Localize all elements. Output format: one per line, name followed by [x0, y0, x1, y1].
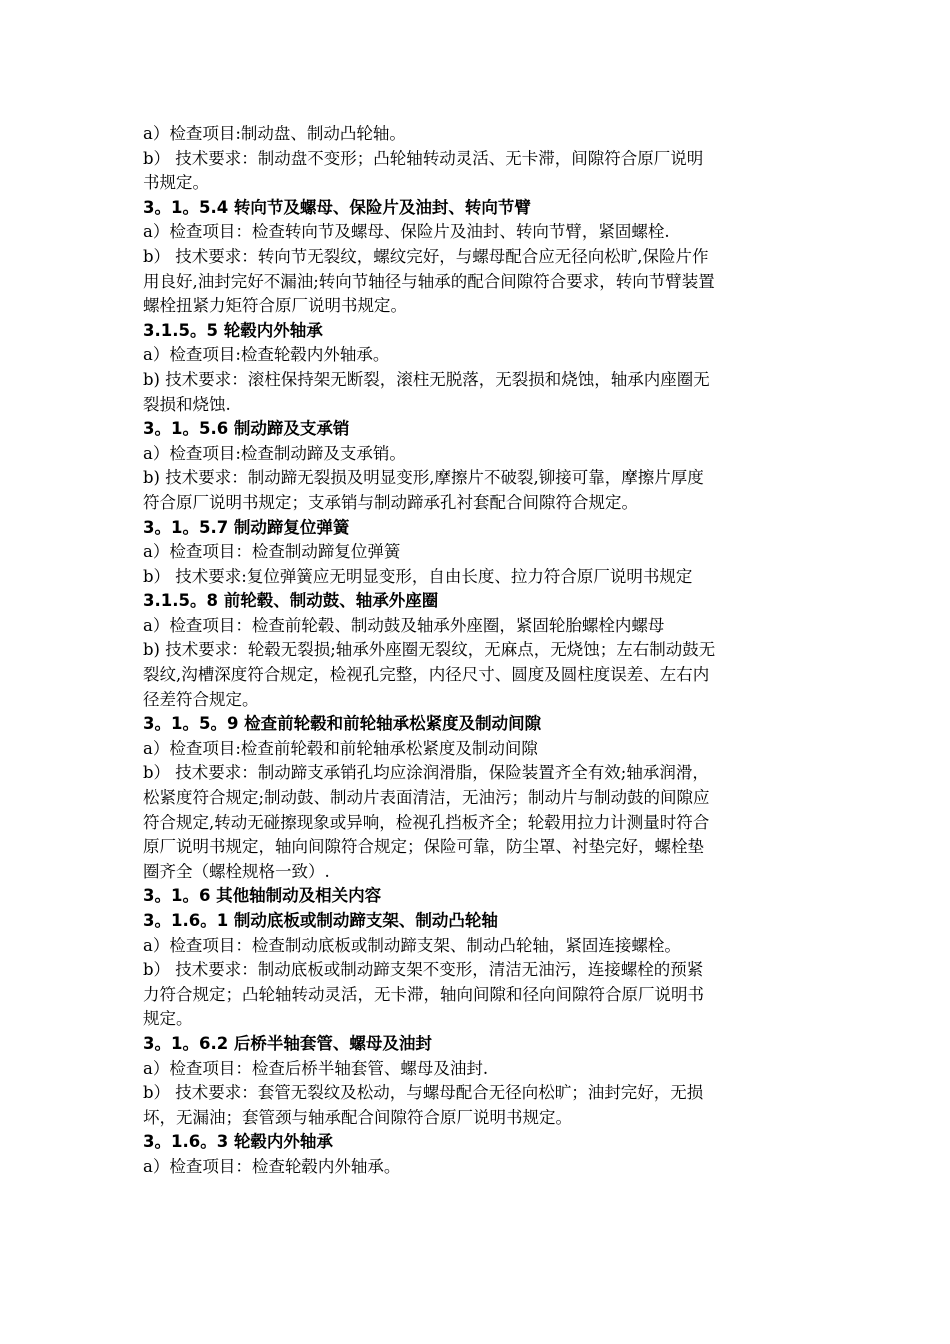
- text-line: 径差符合规定。: [143, 689, 259, 709]
- text-line: b) 技术要求：轮毂无裂损;轴承外座圈无裂纹，无麻点，无烧蚀；左右制动鼓无: [143, 640, 716, 660]
- text-line: 松紧度符合规定;制动鼓、制动片表面清洁，无油污；制动片与制动鼓的间隙应: [143, 788, 710, 808]
- section-heading: 3。1.6。3 轮毂内外轴承: [143, 1132, 333, 1152]
- text-line: a）检查项目:制动盘、制动凸轮轴。: [143, 124, 406, 143]
- text-line: a）检查项目:检查制动蹄及支承销。: [143, 443, 406, 463]
- text-line: a）检查项目：检查前轮毂、制动鼓及轴承外座圈，紧固轮胎螺栓内螺母: [143, 615, 665, 635]
- text-line: 力符合规定；凸轮轴转动灵活，无卡滞，轴向间隙和径向间隙符合原厂说明书: [143, 984, 704, 1004]
- text-line: 规定。: [143, 1009, 193, 1029]
- section-heading: 3。1。6 其他轴制动及相关内容: [143, 886, 382, 906]
- text-line: b） 技术要求：转向节无裂纹，螺纹完好，与螺母配合应无径向松旷,保险片作: [143, 246, 709, 266]
- section-heading: 3.1.5。8 前轮毂、制动鼓、轴承外座圈: [143, 591, 439, 611]
- text-line: 书规定。: [143, 173, 209, 193]
- text-line: 裂纹,沟槽深度符合规定，检视孔完整，内径尺寸、圆度及圆柱度误差、左右内: [143, 665, 710, 685]
- text-line: a）检查项目:检查轮毂内外轴承。: [143, 345, 390, 365]
- text-line: b） 技术要求：制动底板或制动蹄支架不变形，清洁无油污，连接螺栓的预紧: [143, 960, 704, 980]
- section-heading: 3。1。5。9 检查前轮毂和前轮轴承松紧度及制动间隙: [143, 714, 542, 734]
- text-line: 圈齐全（螺栓规格一致）.: [143, 861, 330, 881]
- text-line: 坏，无漏油；套管颈与轴承配合间隙符合原厂说明书规定。: [143, 1107, 572, 1127]
- section-heading: 3.1.5。5 轮毂内外轴承: [143, 320, 323, 340]
- section-heading: 3。1.6。1 制动底板或制动蹄支架、制动凸轮轴: [143, 911, 498, 930]
- section-heading: 3。1。5.7 制动蹄复位弹簧: [143, 517, 350, 537]
- text-line: b) 技术要求：滚柱保持架无断裂，滚柱无脱落，无裂损和烧蚀，轴承内座圈无: [143, 369, 710, 389]
- text-line: 用良好,油封完好不漏油;转向节轴径与轴承的配合间隙符合要求，转向节臂装置: [143, 271, 715, 291]
- text-line: b) 技术要求：制动蹄无裂损及明显变形,摩擦片不破裂,铆接可靠，摩擦片厚度: [143, 468, 704, 488]
- section-heading: 3。1。6.2 后桥半轴套管、螺母及油封: [143, 1033, 432, 1053]
- text-line: 符合规定,转动无碰擦现象或异响，检视孔挡板齐全；轮毂用拉力计测量时符合: [143, 812, 710, 832]
- section-heading: 3。1。5.4 转向节及螺母、保险片及油封、转向节臂: [143, 197, 531, 217]
- text-line: b） 技术要求:复位弹簧应无明显变形，自由长度、拉力符合原厂说明书规定: [143, 566, 693, 586]
- text-line: a）检查项目：检查制动蹄复位弹簧: [143, 542, 401, 562]
- text-line: 符合原厂说明书规定；支承销与制动蹄承孔衬套配合间隙符合规定。: [143, 492, 638, 512]
- text-line: a）检查项目：检查制动底板或制动蹄支架、制动凸轮轴，紧固连接螺栓。: [143, 935, 681, 955]
- text-line: a）检查项目:检查前轮毂和前轮轴承松紧度及制动间隙: [143, 738, 538, 758]
- text-line: b） 技术要求：制动蹄支承销孔均应涂润滑脂，保险装置齐全有效;轴承润滑，: [143, 763, 709, 783]
- text-line: a）检查项目：检查轮毂内外轴承。: [143, 1156, 401, 1176]
- text-line: b） 技术要求：制动盘不变形；凸轮轴转动灵活、无卡滞，间隙符合原厂说明: [143, 148, 704, 168]
- text-line: a）检查项目：检查转向节及螺母、保险片及油封、转向节臂，紧固螺栓.: [143, 222, 670, 242]
- text-line: 原厂说明书规定，轴向间隙符合规定；保险可靠，防尘罩、衬垫完好，螺栓垫: [143, 837, 704, 857]
- text-line: b） 技术要求：套管无裂纹及松动，与螺母配合无径向松旷；油封完好，无损: [143, 1083, 704, 1103]
- section-heading: 3。1。5.6 制动蹄及支承销: [143, 419, 350, 439]
- text-line: 螺栓扭紧力矩符合原厂说明书规定。: [143, 296, 407, 316]
- document-body: [143, 122, 813, 1180]
- text-line: a）检查项目：检查后桥半轴套管、螺母及油封.: [143, 1058, 489, 1078]
- text-line: 裂损和烧蚀.: [143, 394, 231, 414]
